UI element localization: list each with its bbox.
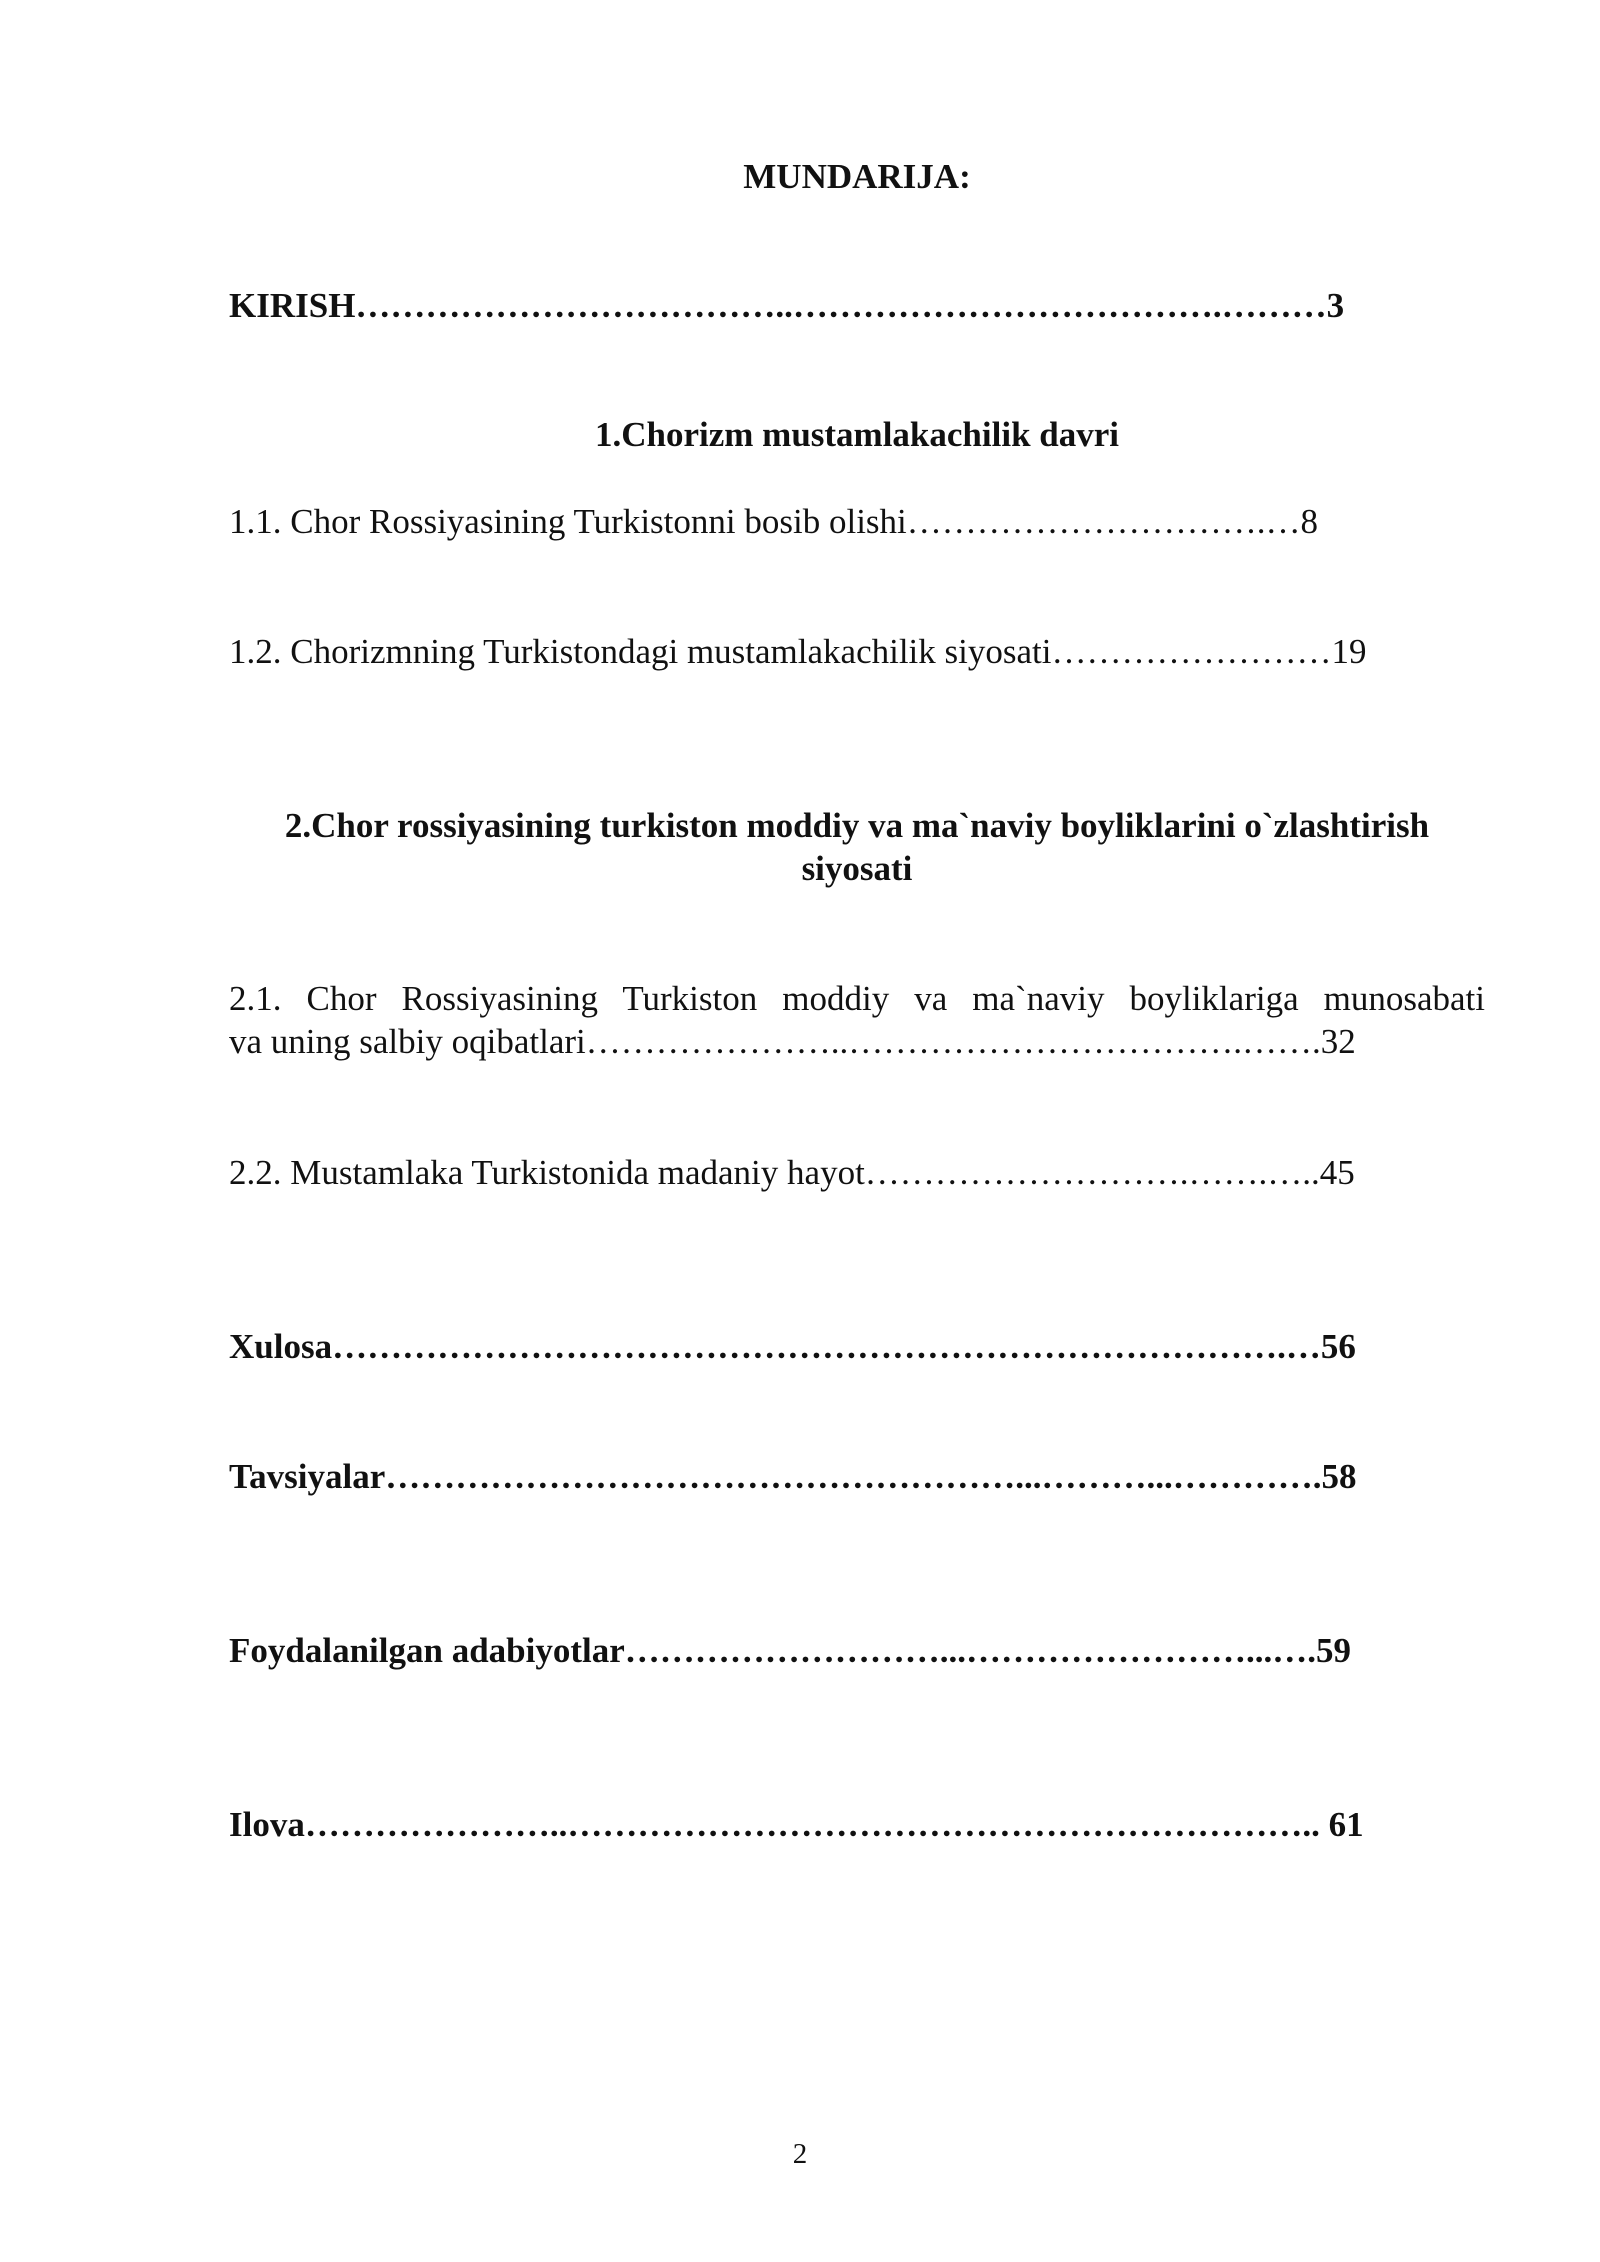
toc-entry-2-2-text: 2.2. Mustamlaka Turkistonida madaniy hayot……………………….…….…..45 bbox=[229, 1153, 1355, 1192]
toc-entry-1-2-text: 1.2. Chorizmning Turkistondagi mustamlakachilik siyosati……………………19 bbox=[229, 632, 1367, 671]
toc-entry-intro-text: KIRISH………………………………..……………………………….………3 bbox=[229, 286, 1345, 325]
toc-entry-1-2[interactable] bbox=[229, 630, 1485, 673]
toc-entry-conclusion[interactable] bbox=[229, 1325, 1485, 1368]
toc-entry-appendix[interactable] bbox=[229, 1803, 1485, 1846]
toc-entry-references[interactable] bbox=[229, 1629, 1485, 1672]
toc-entry-intro[interactable] bbox=[229, 284, 1485, 327]
toc-entry-2-1-line-1: 2.1. Chor Rossiyasining Turkiston moddiy va ma`naviy boyliklariga munosabati bbox=[229, 979, 1485, 1018]
chapter-1-heading: 1.Chorizm mustamlakachilik davri bbox=[594, 415, 1120, 454]
toc-entry-recommendations-text: Tavsiyalar………………………………………………...………...………….58 bbox=[229, 1457, 1357, 1496]
page-number: 2 bbox=[792, 2138, 808, 2170]
toc-entry-1-1-text: 1.1. Chor Rossiyasining Turkistonni bosib olishi………………………….…8 bbox=[229, 502, 1319, 541]
toc-entry-references-text: Foydalanilgan adabiyotlar………………………...……………………...….59 bbox=[229, 1631, 1352, 1670]
chapter-2-heading-line-1: 2.Chor rossiyasining turkiston moddiy va ma`naviy boyliklarini o`zlashtirish bbox=[284, 806, 1430, 845]
document-title: MUNDARIJA: bbox=[743, 157, 971, 196]
toc-entry-2-1-line-2: va uning salbiy oqibatlari…………………..…………………………….…….32 bbox=[229, 1022, 1356, 1061]
toc-entry-recommendations[interactable] bbox=[229, 1455, 1485, 1498]
toc-entry-2-2[interactable] bbox=[229, 1151, 1485, 1194]
chapter-2-heading-line-2: siyosati bbox=[801, 849, 913, 888]
toc-entry-appendix-text: Ilova…………………..……………………………………………………….. 61 bbox=[229, 1805, 1364, 1844]
toc-entry-1-1[interactable] bbox=[229, 500, 1485, 543]
toc-entry-conclusion-text: Xulosa……………………………………………………………………….…56 bbox=[229, 1327, 1356, 1366]
